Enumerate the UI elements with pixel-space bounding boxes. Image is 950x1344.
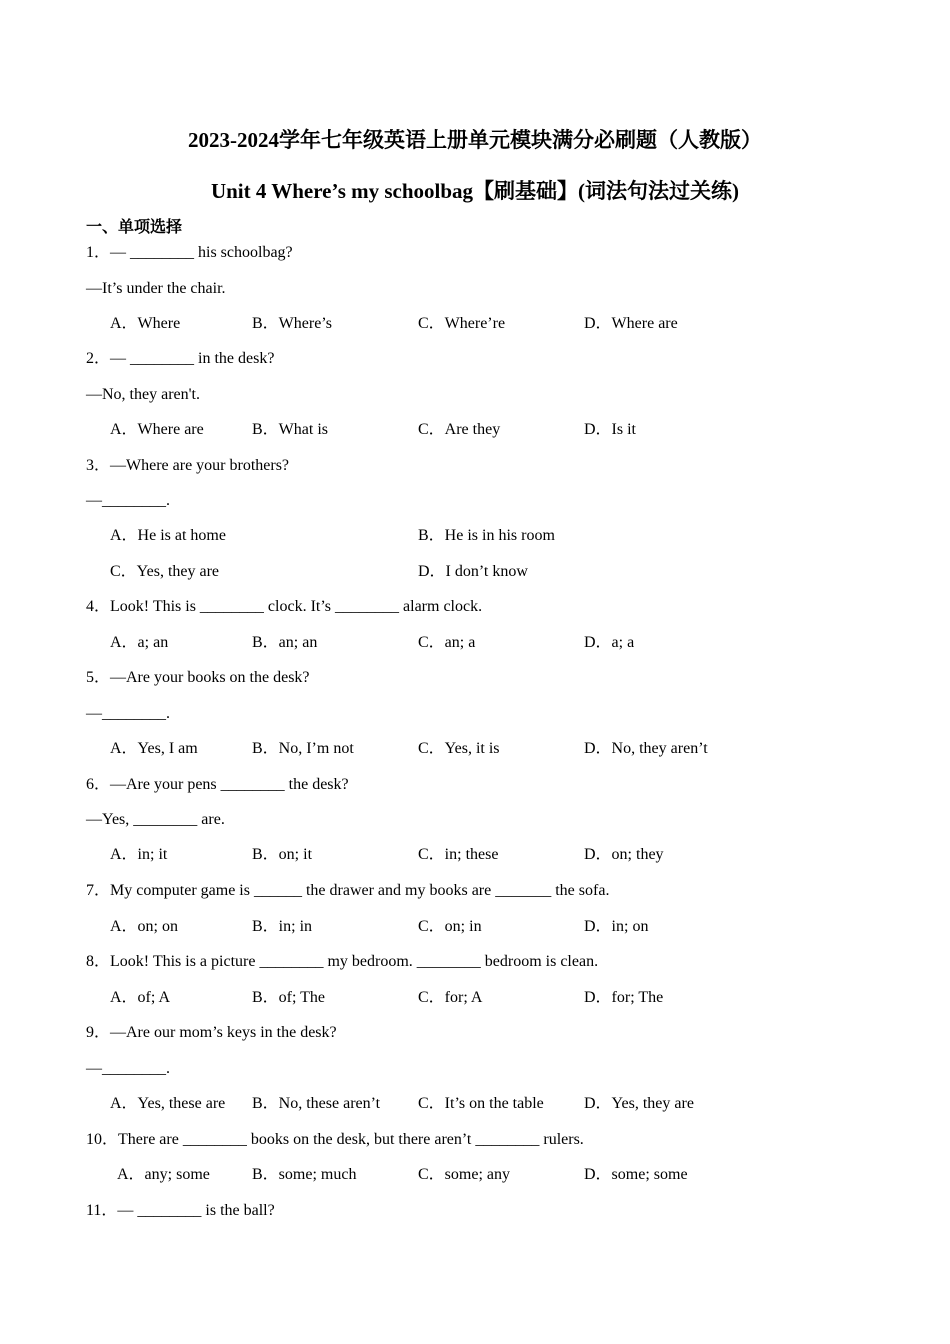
question-6-answer-line: —Yes, ________ are. [86, 811, 225, 828]
question-4-option-b: B．an; an [252, 634, 318, 651]
question-6-option-b: B．on; it [252, 846, 313, 863]
question-5-option-b: B．No, I’m not [252, 740, 354, 757]
question-6-option-a: A．in; it [110, 846, 168, 863]
question-6-option-d: D．on; they [584, 846, 664, 863]
section-heading: 一、单项选择 [86, 219, 183, 236]
question-2-stem: 2．— ________ in the desk? [86, 350, 275, 367]
question-2-answer-line: —No, they aren't. [86, 386, 200, 403]
question-10-option-c: C．some; any [418, 1166, 510, 1183]
question-5-stem: 5．—Are your books on the desk? [86, 669, 310, 686]
question-4-stem: 4．Look! This is ________ clock. It’s ________ alarm clock. [86, 598, 483, 615]
question-3-option-a: A．He is at home [110, 527, 226, 544]
question-7-option-d: D．in; on [584, 918, 649, 935]
question-2-option-c: C．Are they [418, 421, 501, 438]
document-title: 2023-2024学年七年级英语上册单元模块满分必刷题（人教版） [188, 128, 762, 152]
question-1-stem: 1．— ________ his schoolbag? [86, 244, 293, 261]
question-5-option-c: C．Yes, it is [418, 740, 500, 757]
question-9-option-a: A．Yes, these are [110, 1095, 226, 1112]
question-4-option-d: D．a; a [584, 634, 635, 651]
question-6-option-c: C．in; these [418, 846, 499, 863]
question-3-option-d: D．I don’t know [418, 563, 528, 580]
question-8-option-b: B．of; The [252, 989, 326, 1006]
question-3-option-b: B．He is in his room [418, 527, 555, 544]
question-10-option-d: D．some; some [584, 1166, 688, 1183]
question-5-answer-line: —________. [86, 705, 170, 722]
question-9-answer-line: —________. [86, 1060, 170, 1077]
question-7-stem: 7．My computer game is ______ the drawer and my books are _______ the sofa. [86, 882, 610, 899]
question-5-option-d: D．No, they aren’t [584, 740, 708, 757]
question-1-option-b: B．Where’s [252, 315, 332, 332]
question-7-option-b: B．in; in [252, 918, 313, 935]
question-10-option-b: B．some; much [252, 1166, 357, 1183]
question-9-option-b: B．No, these aren’t [252, 1095, 381, 1112]
question-7-option-a: A．on; on [110, 918, 179, 935]
question-1-option-c: C．Where’re [418, 315, 506, 332]
question-11-stem: 11．— ________ is the ball? [86, 1202, 275, 1219]
question-10-option-a: A．any; some [117, 1166, 210, 1183]
question-5-option-a: A．Yes, I am [110, 740, 198, 757]
question-2-option-a: A．Where are [110, 421, 204, 438]
question-10-stem: 10．There are ________ books on the desk, but there aren’t ________ rulers. [86, 1131, 584, 1148]
question-7-option-c: C．on; in [418, 918, 482, 935]
question-8-option-a: A．of; A [110, 989, 171, 1006]
question-4-option-a: A．a; an [110, 634, 169, 651]
question-2-option-d: D．Is it [584, 421, 637, 438]
question-1-option-a: A．Where [110, 315, 181, 332]
question-9-stem: 9．—Are our mom’s keys in the desk? [86, 1024, 337, 1041]
question-3-option-c: C．Yes, they are [110, 563, 220, 580]
question-8-option-d: D．for; The [584, 989, 664, 1006]
question-1-option-d: D．Where are [584, 315, 678, 332]
question-6-stem: 6．—Are your pens ________ the desk? [86, 776, 349, 793]
question-8-option-c: C．for; A [418, 989, 483, 1006]
question-9-option-c: C．It’s on the table [418, 1095, 544, 1112]
question-2-option-b: B．What is [252, 421, 328, 438]
question-9-option-d: D．Yes, they are [584, 1095, 694, 1112]
question-3-stem: 3．—Where are your brothers? [86, 457, 290, 474]
question-8-stem: 8．Look! This is a picture ________ my bedroom. ________ bedroom is clean. [86, 953, 599, 970]
question-3-answer-line: —________. [86, 492, 170, 509]
document-subtitle: Unit 4 Where’s my schoolbag【刷基础】(词法句法过关练) [210, 179, 740, 203]
question-1-answer-line: —It’s under the chair. [86, 280, 226, 297]
question-4-option-c: C．an; a [418, 634, 476, 651]
